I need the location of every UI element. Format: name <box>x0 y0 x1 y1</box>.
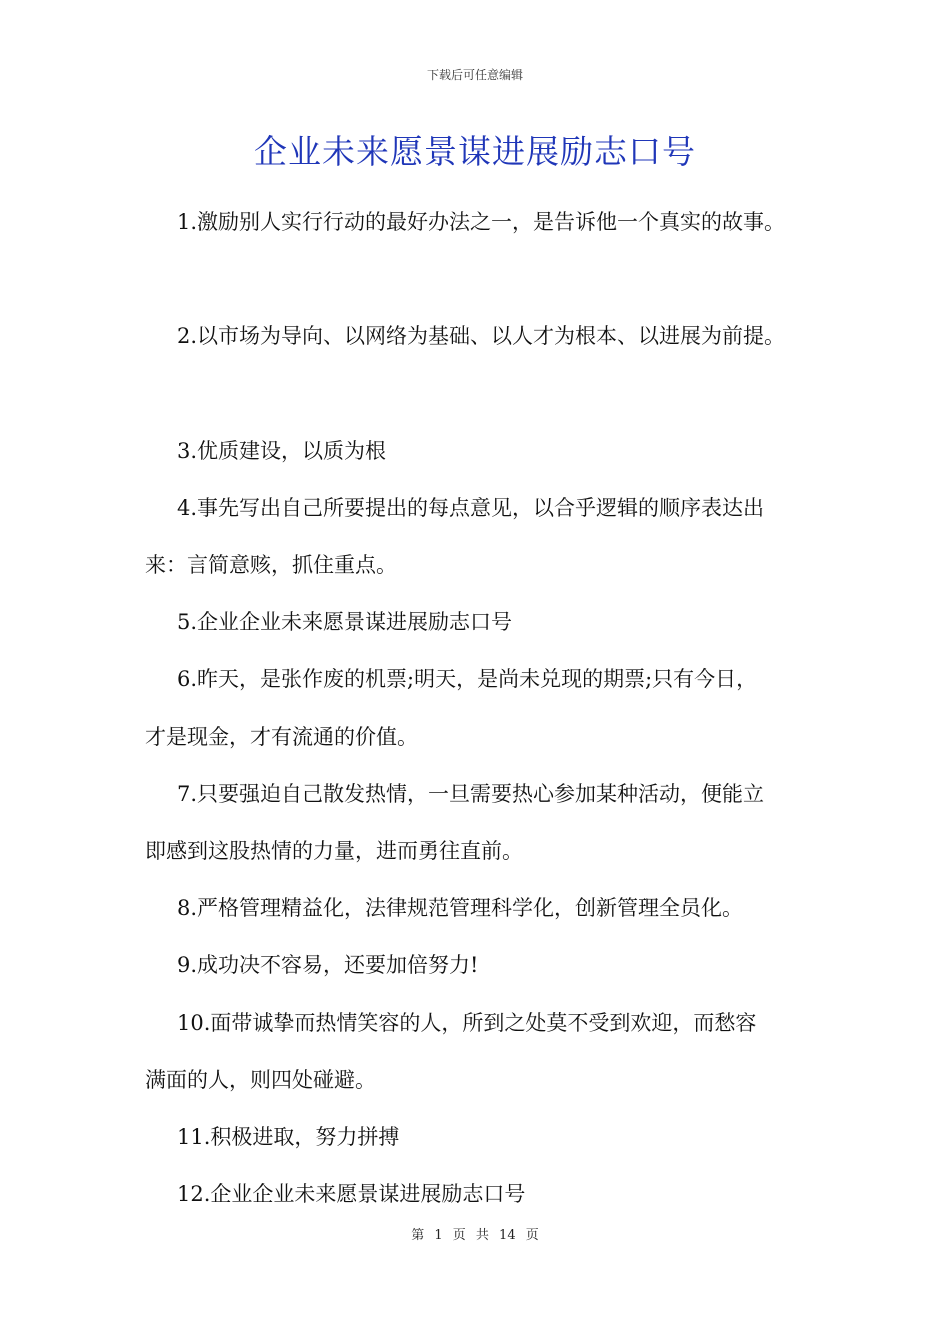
document-title: 企业未来愿景谋进展励志口号 <box>254 132 696 171</box>
line-10: 即感到这股热情的力量，进而勇往直前。 <box>145 839 523 863</box>
line-12: 9.成功决不容易，还要加倍努力! <box>177 953 479 977</box>
line-4: 4.事先写出自己所要提出的每点意见，以合乎逻辑的顺序表达出 <box>177 496 765 520</box>
line-16: 12.企业企业未来愿景谋进展励志口号 <box>177 1182 526 1206</box>
line-1: 1.激励别人实行行动的最好办法之一，是告诉他一个真实的故事。 <box>177 210 786 234</box>
line-5: 来：言简意赅，抓住重点。 <box>145 553 397 577</box>
line-3: 3.优质建设，以质为根 <box>177 439 387 463</box>
line-6: 5.企业企业未来愿景谋进展励志口号 <box>177 610 513 634</box>
header-note: 下载后可任意编辑 <box>426 68 523 82</box>
line-14: 满面的人，则四处碰避。 <box>145 1068 376 1092</box>
line-8: 才是现金，才有流通的价值。 <box>145 725 418 749</box>
line-11: 8.严格管理精益化，法律规范管理科学化，创新管理全员化。 <box>177 896 744 920</box>
line-9: 7.只要强迫自己散发热情，一旦需要热心参加某种活动，便能立 <box>177 782 765 806</box>
line-13: 10.面带诚挚而热情笑容的人，所到之处莫不受到欢迎，而愁容 <box>177 1011 757 1035</box>
line-7: 6.昨天，是张作废的机票;明天，是尚未兑现的期票;只有今日， <box>177 667 758 691</box>
line-2: 2.以市场为导向、以网络为基础、以人才为根本、以进展为前提。 <box>177 324 786 348</box>
page-number: 第 1 页 共 14 页 <box>411 1228 539 1243</box>
line-15: 11.积极进取，努力拼搏 <box>177 1125 400 1149</box>
